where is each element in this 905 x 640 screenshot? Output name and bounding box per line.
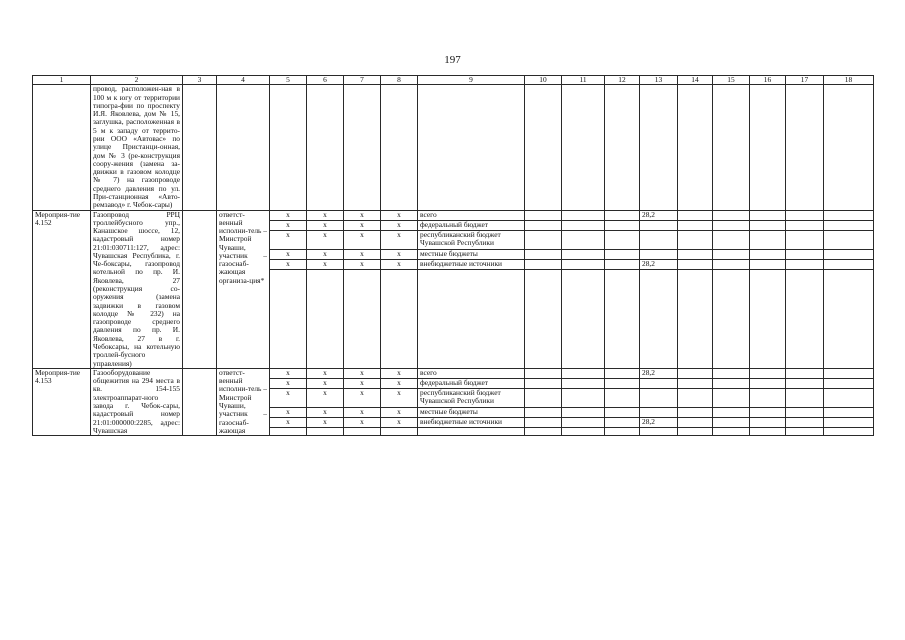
empty-cell [344,427,381,435]
empty-cell [562,230,605,249]
amount-cell [640,220,678,230]
empty-cell [824,427,874,435]
marker-cell: х [270,210,307,220]
empty-cell [562,388,605,407]
marker-cell: х [381,378,418,388]
table-body [33,76,874,436]
funding-source-cell: республиканский бюджет Чувашской Республики [418,230,525,249]
table-row [33,85,874,210]
empty-cell [418,269,525,368]
empty-cell [525,259,562,269]
empty-cell [605,378,640,388]
column-number-11: 11 [562,76,605,85]
empty-cell [381,427,418,435]
amount-cell [640,249,678,259]
column-number-7: 7 [344,76,381,85]
empty-cell [525,269,562,368]
empty-cell [824,407,874,417]
empty-cell [418,427,525,435]
empty-cell [713,259,750,269]
empty-cell [525,230,562,249]
empty-cell [824,249,874,259]
empty-cell [562,368,605,378]
empty-cell [678,427,713,435]
empty-cell [786,427,824,435]
empty-cell [381,269,418,368]
description-cell: Газопровод РРЦ троллейбусного упр., Канашское шоссе, 12, кадастровый номер 21:01:030711:127, адрес: Чувашская Республика, г. Че-боксары, газопровод котельной по пр. И. Яковлева, 27 (реконструкция со-оружения (замена задвижки в газовом колодце № 232) на газопроводе среднего давления по пр. И. Яковлева, 27 в г. Чебоксары, на котельную троллей-бусного управления) [91,210,183,368]
column-3-cell [183,210,217,368]
marker-cell: х [344,220,381,230]
empty-cell [824,378,874,388]
marker-cell: х [344,417,381,427]
marker-cell: х [344,407,381,417]
empty-cell [713,378,750,388]
empty-cell [525,368,562,378]
empty-cell [307,85,344,210]
marker-cell: х [307,378,344,388]
empty-cell [418,85,525,210]
empty-cell [750,249,786,259]
marker-cell: х [344,249,381,259]
column-number-16: 16 [750,76,786,85]
amount-cell: 28,2 [640,259,678,269]
empty-cell [786,85,824,210]
marker-cell: х [381,407,418,417]
empty-cell [824,210,874,220]
empty-cell [786,210,824,220]
empty-cell [786,269,824,368]
funding-source-cell: местные бюджеты [418,407,525,417]
funding-source-cell: республиканский бюджет Чувашской Республики [418,388,525,407]
column-number-8: 8 [381,76,418,85]
marker-cell: х [344,378,381,388]
empty-cell [713,407,750,417]
empty-cell [605,210,640,220]
empty-cell [525,378,562,388]
responsible-cell: ответст-венный исполни-тель – Минстрой Чуваши, участник – газоснаб-жающая организа-ция* [217,210,270,368]
empty-cell [750,407,786,417]
marker-cell: х [381,220,418,230]
empty-cell [270,85,307,210]
amount-cell [640,230,678,249]
column-numbers-row [33,76,874,85]
empty-cell [605,259,640,269]
measure-cell [33,85,91,210]
empty-cell [824,368,874,378]
empty-cell [307,427,344,435]
empty-cell [824,269,874,368]
empty-cell [307,269,344,368]
funding-source-cell: всего [418,210,525,220]
empty-cell [750,427,786,435]
column-number-1: 1 [33,76,91,85]
empty-cell [525,210,562,220]
amount-cell: 28,2 [640,417,678,427]
empty-cell [605,220,640,230]
empty-cell [678,378,713,388]
column-number-4: 4 [217,76,270,85]
column-number-3: 3 [183,76,217,85]
empty-cell [381,85,418,210]
empty-cell [713,368,750,378]
marker-cell: х [344,259,381,269]
empty-cell [605,407,640,417]
empty-cell [605,368,640,378]
empty-cell [786,407,824,417]
measure-cell: Мероприя-тие 4.152 [33,210,91,368]
empty-cell [786,388,824,407]
column-3-cell [183,368,217,435]
empty-cell [786,230,824,249]
empty-cell [678,220,713,230]
empty-cell [525,388,562,407]
empty-cell [605,269,640,368]
empty-cell [750,388,786,407]
empty-cell [562,427,605,435]
marker-cell: х [381,210,418,220]
column-3-cell [183,85,217,210]
marker-cell: х [381,230,418,249]
empty-cell [640,427,678,435]
empty-cell [713,220,750,230]
empty-cell [750,259,786,269]
empty-cell [562,249,605,259]
empty-cell [525,85,562,210]
funding-source-cell: местные бюджеты [418,249,525,259]
table-row [33,210,874,220]
empty-cell [786,259,824,269]
empty-cell [750,220,786,230]
marker-cell: х [270,407,307,417]
amount-cell: 28,2 [640,210,678,220]
marker-cell: х [381,259,418,269]
empty-cell [713,230,750,249]
column-number-13: 13 [640,76,678,85]
page-number: 197 [444,54,461,66]
marker-cell: х [307,220,344,230]
description-cell: Газооборудование общежития на 294 места в кв. 154-155 электроаппарат-ного завода г. Чебок-сары, кадастровый номер 21:01:000000:2285, адрес: Чувашская [91,368,183,435]
marker-cell: х [270,259,307,269]
amount-cell [640,388,678,407]
empty-cell [525,407,562,417]
funding-source-cell: федеральный бюджет [418,378,525,388]
empty-cell [786,378,824,388]
empty-cell [713,269,750,368]
column-number-17: 17 [786,76,824,85]
column-number-15: 15 [713,76,750,85]
empty-cell [713,210,750,220]
responsible-cell [217,85,270,210]
empty-cell [678,368,713,378]
empty-cell [824,417,874,427]
empty-cell [562,407,605,417]
funding-source-cell: внебюджетные источники [418,259,525,269]
marker-cell: х [381,388,418,407]
marker-cell: х [270,230,307,249]
amount-cell [640,407,678,417]
amount-cell [640,378,678,388]
empty-cell [605,249,640,259]
empty-cell [678,407,713,417]
empty-cell [678,269,713,368]
empty-cell [270,269,307,368]
empty-cell [750,368,786,378]
marker-cell: х [307,407,344,417]
empty-cell [713,427,750,435]
marker-cell: х [381,249,418,259]
empty-cell [824,85,874,210]
funding-source-cell: всего [418,368,525,378]
empty-cell [640,85,678,210]
marker-cell: х [270,249,307,259]
empty-cell [824,388,874,407]
marker-cell: х [344,230,381,249]
empty-cell [605,85,640,210]
empty-cell [750,378,786,388]
column-number-6: 6 [307,76,344,85]
funding-source-cell: федеральный бюджет [418,220,525,230]
marker-cell: х [270,368,307,378]
empty-cell [824,259,874,269]
description-cell: провод, расположен-ная в 100 м к югу от территории типогра-фии по проспекту И.Я. Яковлева, дом № 15, заглушка, расположенная в 5 м к западу от террито-рии ООО «Автовас» по улице Пристанци-онная, дом № 3 (ре-конструкция соору-жения (замена за-движки в газовом колодце № 7) на газопроводе среднего давления по ул. При-станционная «Авто-ремзавод» г. Чебок-сары) [91,85,183,210]
marker-cell: х [307,368,344,378]
empty-cell [713,249,750,259]
column-number-9: 9 [418,76,525,85]
empty-cell [678,85,713,210]
empty-cell [750,230,786,249]
column-number-5: 5 [270,76,307,85]
marker-cell: х [307,230,344,249]
empty-cell [562,378,605,388]
empty-cell [713,417,750,427]
empty-cell [344,269,381,368]
column-number-2: 2 [91,76,183,85]
marker-cell: х [344,368,381,378]
empty-cell [786,417,824,427]
marker-cell: х [381,368,418,378]
amount-cell: 28,2 [640,368,678,378]
empty-cell [786,368,824,378]
empty-cell [605,388,640,407]
empty-cell [525,249,562,259]
empty-cell [750,417,786,427]
empty-cell [824,220,874,230]
empty-cell [525,417,562,427]
empty-cell [562,417,605,427]
empty-cell [824,230,874,249]
empty-cell [750,210,786,220]
empty-cell [344,85,381,210]
marker-cell: х [307,388,344,407]
empty-cell [525,427,562,435]
empty-cell [713,85,750,210]
empty-cell [562,210,605,220]
empty-cell [713,388,750,407]
responsible-cell: ответст-венный исполни-тель – Минстрой Чуваши, участник – газоснаб-жающая [217,368,270,435]
marker-cell: х [270,417,307,427]
marker-cell: х [344,210,381,220]
column-number-10: 10 [525,76,562,85]
marker-cell: х [270,220,307,230]
marker-cell: х [307,210,344,220]
empty-cell [786,220,824,230]
empty-cell [605,427,640,435]
empty-cell [562,220,605,230]
column-number-12: 12 [605,76,640,85]
funding-source-cell: внебюджетные источники [418,417,525,427]
empty-cell [678,388,713,407]
empty-cell [562,85,605,210]
empty-cell [678,249,713,259]
empty-cell [750,85,786,210]
table-row [33,368,874,378]
empty-cell [678,417,713,427]
empty-cell [605,417,640,427]
column-number-14: 14 [678,76,713,85]
empty-cell [786,249,824,259]
empty-cell [678,230,713,249]
marker-cell: х [307,259,344,269]
marker-cell: х [270,378,307,388]
empty-cell [270,427,307,435]
empty-cell [562,259,605,269]
empty-cell [525,220,562,230]
column-number-18: 18 [824,76,874,85]
empty-cell [678,210,713,220]
empty-cell [640,269,678,368]
empty-cell [605,230,640,249]
empty-cell [750,269,786,368]
marker-cell: х [270,388,307,407]
measure-cell: Мероприя-тие 4.153 [33,368,91,435]
marker-cell: х [307,417,344,427]
empty-cell [678,259,713,269]
empty-cell [562,269,605,368]
budget-table [32,75,874,436]
marker-cell: х [344,388,381,407]
marker-cell: х [381,417,418,427]
marker-cell: х [307,249,344,259]
